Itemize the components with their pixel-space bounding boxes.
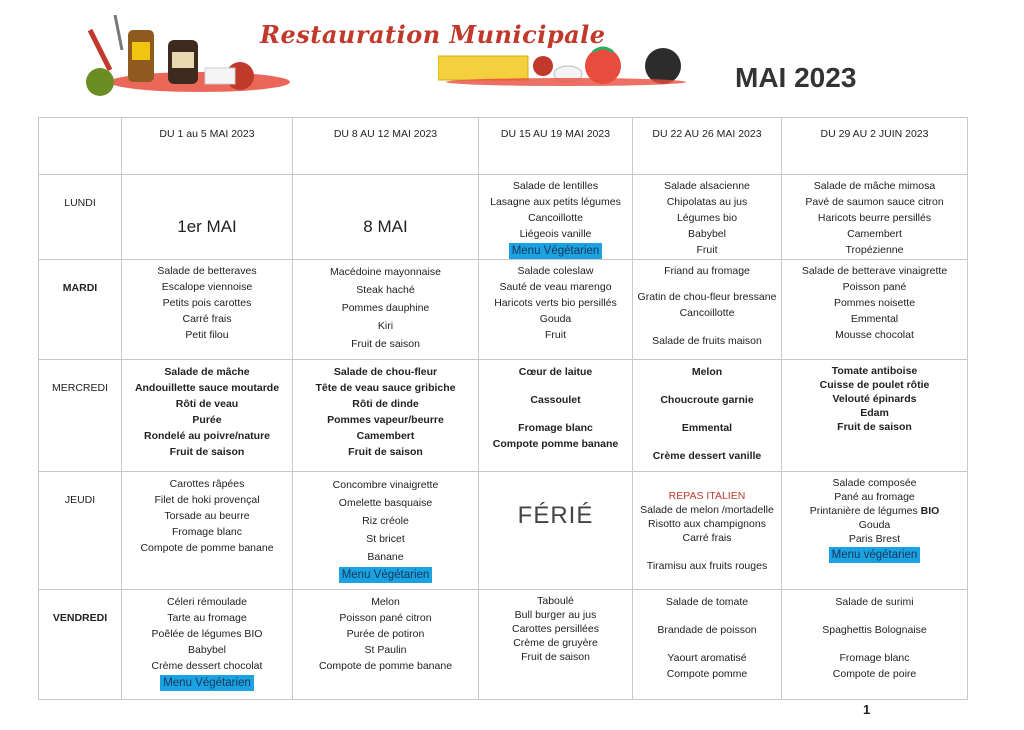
dish: Fruit: [696, 244, 718, 256]
dish: Cuisse de poulet rôtie: [819, 379, 930, 391]
dish: Poêlée de légumes BIO: [151, 628, 263, 640]
dish: Salade composée: [832, 477, 917, 489]
dish: Velouté épinards: [832, 393, 917, 405]
week-label: DU 29 AU 2 JUIN 2023: [820, 128, 929, 140]
dish: Escalope viennoise: [161, 281, 253, 293]
food-illustration-left: [80, 10, 290, 100]
dish: Purée de potiron: [346, 628, 425, 640]
day-row-vendredi: [39, 590, 968, 700]
bio-label: BIO: [920, 505, 940, 517]
menu-cell: [782, 260, 968, 360]
dish: Crème dessert chocolat: [151, 660, 263, 672]
dish: Tiramisu aux fruits rouges: [646, 560, 768, 572]
dish: Salade de betteraves: [157, 265, 257, 277]
header-row: [39, 118, 968, 175]
dish: Paris Brest: [848, 533, 901, 545]
dish: Pané au fromage: [834, 491, 915, 503]
dish: Fruit de saison: [169, 446, 245, 458]
dish: Cancoillotte: [528, 212, 583, 224]
dish: Tropézienne: [845, 244, 904, 256]
dish: Gratin de chou-fleur bressane: [637, 291, 777, 303]
dish: Taboulé: [537, 595, 574, 607]
dish: Pommes dauphine: [341, 302, 430, 314]
menu-cell: [782, 472, 968, 590]
dish: Spaghettis Bolognaise: [822, 624, 927, 636]
vegetarian-badge: Menu Végétarien: [160, 675, 254, 691]
dish: Fruit: [545, 329, 566, 341]
menu-cell: [479, 360, 633, 472]
dish: Salade de lentilles: [512, 180, 599, 192]
month-heading: MAI 2023: [735, 62, 857, 93]
dish: Salade alsacienne: [664, 180, 750, 192]
theme-label: REPAS ITALIEN: [668, 490, 746, 502]
menu-cell: [122, 260, 293, 360]
menu-cell: [122, 360, 293, 472]
dish: Fruit de saison: [837, 421, 912, 433]
dish: Salade de chou-fleur: [333, 366, 438, 378]
dish: Pommes vapeur/beurre: [327, 414, 444, 426]
menu-cell: [633, 360, 782, 472]
dish: Riz créole: [362, 515, 409, 527]
week-label: DU 1 au 5 MAI 2023: [159, 128, 255, 140]
dish: Omelette basquaise: [338, 497, 433, 509]
dish: Melon: [691, 366, 723, 378]
dish: Poisson pané: [842, 281, 907, 293]
dish: Fromage blanc: [171, 526, 243, 538]
menu-cell: [479, 175, 633, 260]
dish: Fromage blanc: [839, 652, 910, 664]
menu-cell: [293, 472, 479, 590]
vegetarian-badge: Menu Végétarien: [509, 243, 603, 259]
dish: Yaourt aromatisé: [667, 652, 747, 664]
dish: Compote de pomme banane: [140, 542, 274, 554]
week-header: [479, 118, 633, 175]
menu-cell: [782, 590, 968, 700]
dish: Rondelé au poivre/nature: [143, 430, 271, 442]
dish: Purée: [192, 414, 222, 426]
day-row-mercredi: [39, 360, 968, 472]
dish: Macédoine mayonnaise: [330, 266, 441, 278]
dish: Haricots beurre persillés: [817, 212, 932, 224]
menu-cell: [122, 472, 293, 590]
dish: Mousse chocolat: [835, 329, 914, 341]
vegetarian-badge: Menu Végétarien: [339, 567, 433, 583]
dish: Steak haché: [356, 284, 415, 296]
dish: Emmental: [850, 313, 899, 325]
week-header: [293, 118, 479, 175]
menu-cell: [293, 590, 479, 700]
day-row-mardi: [39, 260, 968, 360]
dish: Emmental: [681, 422, 733, 434]
menu-cell: [479, 590, 633, 700]
dish: Salade coleslaw: [517, 265, 594, 277]
dish: Carré frais: [182, 313, 232, 325]
dish: Fruit de saison: [351, 338, 420, 350]
dish: Filet de hoki provençal: [154, 494, 260, 506]
dish: Carré frais: [682, 532, 732, 544]
dish: Salade de fruits maison: [652, 335, 762, 347]
menu-cell: [293, 260, 479, 360]
dish: Compote de pomme banane: [318, 660, 453, 672]
week-label: DU 8 AU 12 MAI 2023: [333, 128, 438, 140]
dish: Bull burger au jus: [514, 609, 597, 621]
dish: Salade de melon /mortadelle: [640, 504, 774, 516]
menu-cell: [122, 175, 293, 260]
week-label: DU 15 AU 19 MAI 2023: [500, 128, 611, 140]
dish: Cancoillotte: [679, 307, 735, 319]
corner-cell: [39, 118, 122, 175]
dish: Banane: [367, 551, 404, 563]
dish: Melon: [371, 596, 400, 608]
week-label: DU 22 AU 26 MAI 2023: [652, 128, 762, 140]
dish: Fruit de saison: [521, 651, 590, 663]
dish: Chipolatas au jus: [666, 196, 748, 208]
dish: Concombre vinaigrette: [332, 479, 439, 491]
vegetarian-badge: Menu végétarien: [829, 547, 921, 563]
day-label: LUNDI: [39, 175, 122, 260]
week-header: [633, 118, 782, 175]
menu-cell: [633, 260, 782, 360]
dish: Cœur de laitue: [518, 366, 593, 378]
dish: Risotto aux champignons: [648, 518, 766, 530]
dish: Fruit de saison: [348, 446, 423, 458]
holiday-label: FÉRIÉ: [517, 502, 594, 529]
day-row-jeudi: [39, 472, 968, 590]
dish: Crème dessert vanille: [652, 450, 762, 462]
dish: Salade de tomate: [665, 596, 749, 608]
menu-cell: [479, 260, 633, 360]
dish: Pommes noisette: [833, 297, 916, 309]
page-title: Restauration Municipale: [260, 20, 606, 49]
week-header: [122, 118, 293, 175]
dish: St Paulin: [364, 644, 407, 656]
dish: Salade de betterave vinaigrette: [801, 265, 948, 277]
dish: Tomate antiboise: [831, 365, 918, 377]
dish: Rôti de dinde: [352, 398, 419, 410]
dish: Gouda: [858, 519, 891, 531]
dish: Friand au fromage: [664, 265, 750, 277]
page-number: 1: [863, 702, 871, 717]
dish: Camembert: [847, 228, 902, 240]
holiday-label: 8 MAI: [363, 217, 408, 236]
dish: Salade de surimi: [835, 596, 914, 608]
menu-cell: [633, 472, 782, 590]
dish: Gouda: [539, 313, 572, 325]
dish: Kiri: [377, 320, 394, 332]
dish: Carottes râpées: [169, 478, 245, 490]
food-illustration-right: [438, 44, 693, 86]
dish: Tête de veau sauce gribiche: [315, 382, 456, 394]
dish: Légumes bio: [676, 212, 738, 224]
dish: Fromage blanc: [518, 422, 593, 434]
dish: Tarte au fromage: [167, 612, 247, 624]
menu-cell: [633, 175, 782, 260]
dish-text: Printanière de légumes: [809, 505, 921, 517]
day-row-lundi: [39, 175, 968, 260]
menu-cell: [633, 590, 782, 700]
dish: Andouillette sauce moutarde: [134, 382, 280, 394]
dish: Choucroute garnie: [660, 394, 754, 406]
day-label: MERCREDI: [39, 360, 122, 472]
dish: Camembert: [356, 430, 415, 442]
dish: Carottes persillées: [512, 623, 599, 635]
menu-cell: [782, 360, 968, 472]
dish: Poisson pané citron: [339, 612, 432, 624]
dish: Compote pomme banane: [492, 438, 619, 450]
dish: Compote de poire: [832, 668, 917, 680]
dish: Babybel: [188, 644, 226, 656]
week-header: [782, 118, 968, 175]
day-label: MARDI: [39, 260, 122, 360]
day-label: VENDREDI: [39, 590, 122, 700]
menu-cell: [782, 175, 968, 260]
dish: Pavé de saumon sauce citron: [805, 196, 944, 208]
dish: Liégeois vanille: [519, 228, 592, 240]
dish: Lasagne aux petits légumes: [490, 196, 621, 208]
menu-table: [38, 117, 968, 700]
day-label: JEUDI: [39, 472, 122, 590]
holiday-label: 1er MAI: [177, 217, 237, 236]
dish: Sauté de veau marengo: [499, 281, 612, 293]
dish: Edam: [860, 407, 889, 419]
dish: Petit filou: [185, 329, 229, 341]
menu-cell: [293, 360, 479, 472]
dish: Salade de mâche: [164, 366, 250, 378]
dish: Torsade au beurre: [164, 510, 250, 522]
menu-cell: [122, 590, 293, 700]
dish: Babybel: [688, 228, 726, 240]
dish: Petits pois carottes: [162, 297, 252, 309]
dish: Brandade de poisson: [657, 624, 757, 636]
dish: St bricet: [366, 533, 405, 545]
dish: Haricots verts bio persillés: [494, 297, 617, 309]
dish: Céleri rémoulade: [167, 596, 247, 608]
dish: Rôti de veau: [175, 398, 239, 410]
dish: Cassoulet: [530, 394, 581, 406]
dish: Compote pomme: [666, 668, 748, 680]
dish: Crème de gruyère: [513, 637, 598, 649]
dish: Salade de mâche mimosa: [813, 180, 936, 192]
menu-cell: [293, 175, 479, 260]
menu-cell: [479, 472, 633, 590]
dish: [782, 504, 967, 518]
